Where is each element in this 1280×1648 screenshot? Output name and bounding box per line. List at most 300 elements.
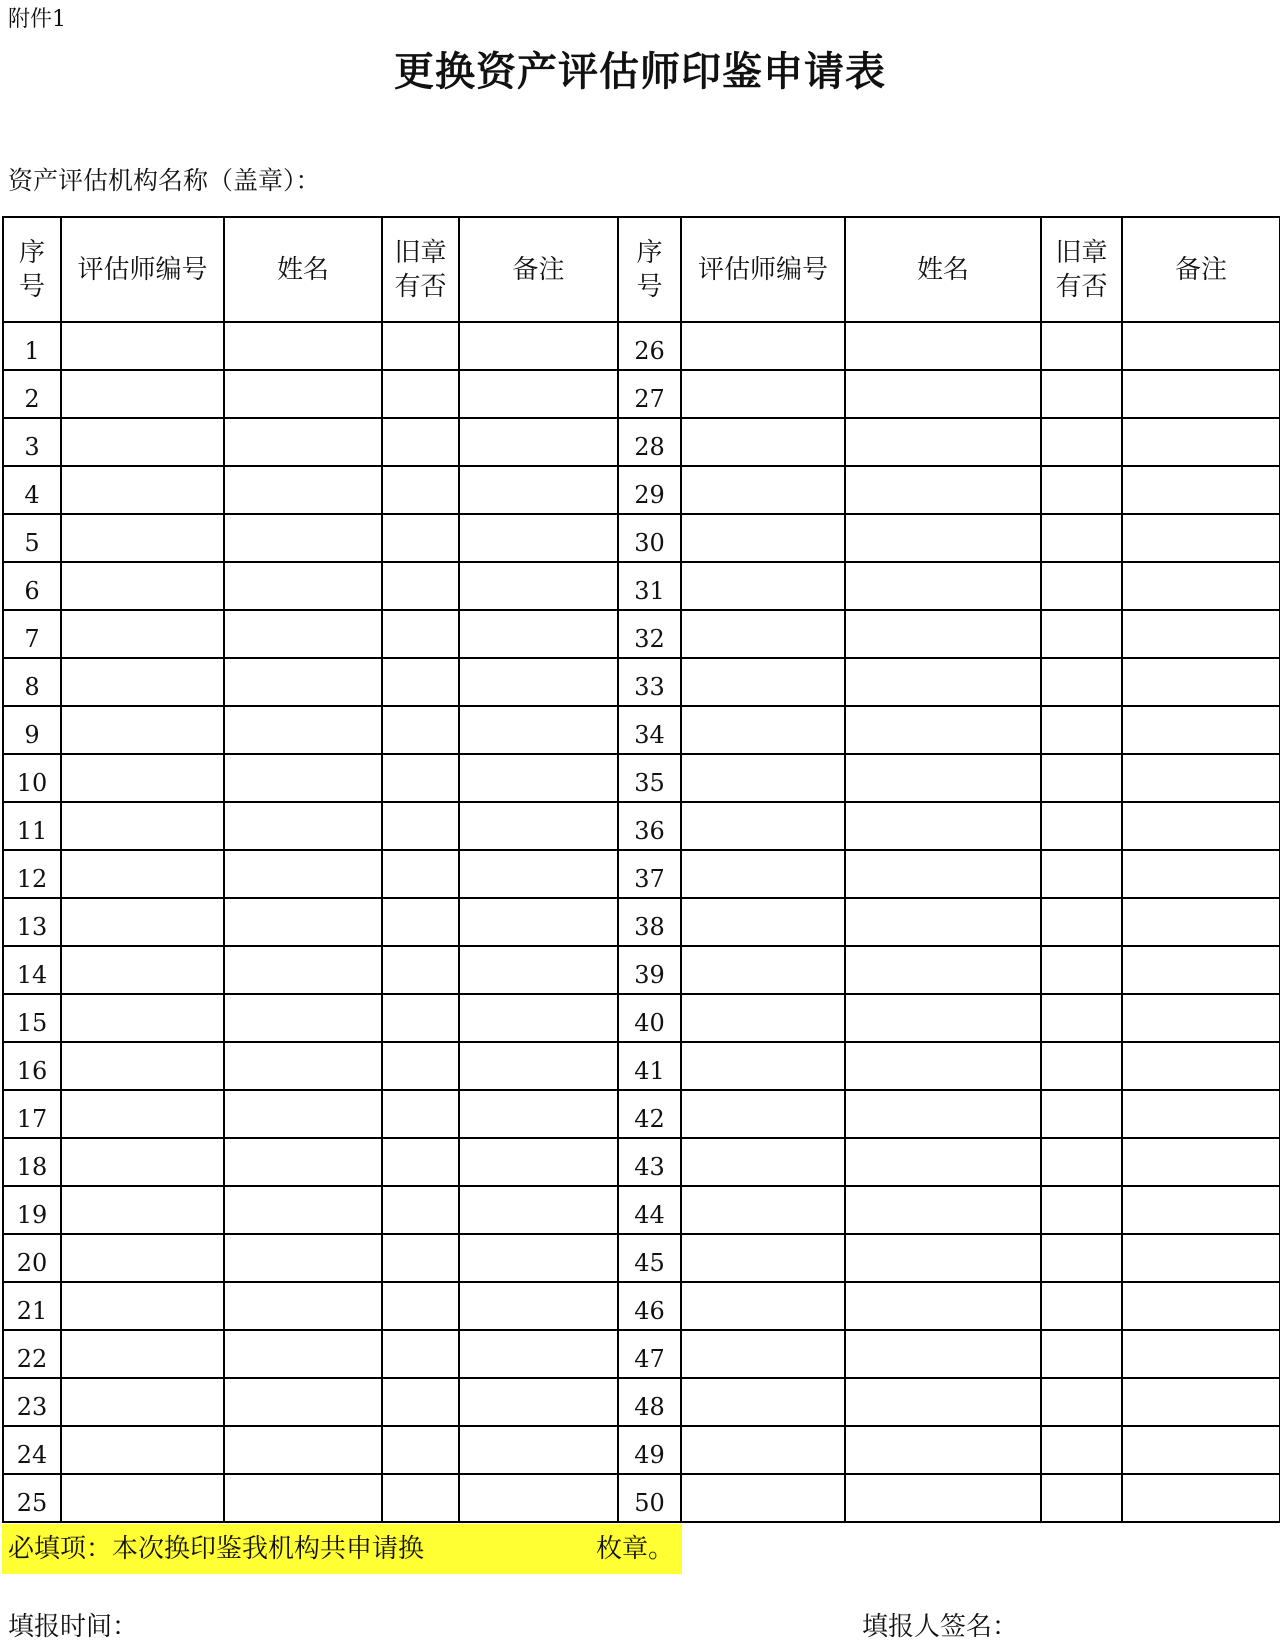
fill-signature-label: 填报人签名： <box>862 1612 1019 1642</box>
blank-entry-cell[interactable] <box>681 994 845 1042</box>
header-line: 旧章 <box>394 237 447 268</box>
table-row <box>3 1042 1280 1090</box>
blank-entry-cell[interactable] <box>61 370 224 418</box>
header-name-left <box>224 217 382 322</box>
blank-entry-cell[interactable] <box>845 1090 1041 1138</box>
row-number-cell: 12 <box>3 850 61 898</box>
blank-entry-cell[interactable] <box>224 370 382 418</box>
blank-entry-cell[interactable] <box>382 610 459 658</box>
header-line: 评估师编号 <box>77 254 208 285</box>
blank-entry-cell[interactable] <box>382 1234 459 1282</box>
blank-entry-cell[interactable] <box>459 418 618 466</box>
row-number-cell: 18 <box>3 1138 61 1186</box>
blank-entry-cell[interactable] <box>382 898 459 946</box>
blank-entry-cell[interactable] <box>1041 562 1122 610</box>
blank-entry-cell[interactable] <box>459 1330 618 1378</box>
blank-entry-cell[interactable] <box>681 1378 845 1426</box>
blank-entry-cell[interactable] <box>382 850 459 898</box>
blank-entry-cell[interactable] <box>1041 1090 1122 1138</box>
blank-entry-cell[interactable] <box>1041 946 1122 994</box>
blank-entry-cell[interactable] <box>382 322 459 370</box>
header-line: 有否 <box>1055 271 1108 302</box>
row-number-cell: 46 <box>618 1282 681 1330</box>
row-number-cell: 16 <box>3 1042 61 1090</box>
row-number-cell: 25 <box>3 1474 61 1522</box>
row-number-cell: 41 <box>618 1042 681 1090</box>
row-number-cell: 49 <box>618 1426 681 1474</box>
blank-entry-cell[interactable] <box>1122 1090 1280 1138</box>
blank-entry-cell[interactable] <box>459 658 618 706</box>
row-number-cell: 11 <box>3 802 61 850</box>
blank-entry-cell[interactable] <box>1041 658 1122 706</box>
blank-entry-cell[interactable] <box>1122 754 1280 802</box>
blank-entry-cell[interactable] <box>61 658 224 706</box>
blank-entry-cell[interactable] <box>224 994 382 1042</box>
blank-entry-cell[interactable] <box>224 610 382 658</box>
blank-entry-cell[interactable] <box>1041 370 1122 418</box>
row-number-cell: 15 <box>3 994 61 1042</box>
blank-entry-cell[interactable] <box>459 1234 618 1282</box>
attachment-label: 附件1 <box>8 7 66 32</box>
blank-entry-cell[interactable] <box>459 1042 618 1090</box>
blank-entry-cell[interactable] <box>61 1138 224 1186</box>
blank-entry-cell[interactable] <box>1122 658 1280 706</box>
blank-entry-cell[interactable] <box>382 802 459 850</box>
blank-entry-cell[interactable] <box>382 754 459 802</box>
blank-entry-cell[interactable] <box>61 898 224 946</box>
table-row <box>3 1234 1280 1282</box>
blank-entry-cell[interactable] <box>681 802 845 850</box>
blank-entry-cell[interactable] <box>459 1474 618 1522</box>
blank-entry-cell[interactable] <box>224 898 382 946</box>
blank-entry-cell[interactable] <box>1122 850 1280 898</box>
table-row <box>3 1426 1280 1474</box>
blank-entry-cell[interactable] <box>845 1186 1041 1234</box>
blank-entry-cell[interactable] <box>61 1042 224 1090</box>
header-line: 姓名 <box>916 254 969 285</box>
blank-entry-cell[interactable] <box>1041 514 1122 562</box>
blank-entry-cell[interactable] <box>1122 418 1280 466</box>
org-name-label: 资产评估机构名称（盖章）： <box>8 166 321 195</box>
blank-entry-cell[interactable] <box>459 1378 618 1426</box>
header-line: 姓名 <box>276 254 329 285</box>
row-number-cell: 42 <box>618 1090 681 1138</box>
blank-entry-cell[interactable] <box>459 610 618 658</box>
header-line: 旧章 <box>1055 237 1108 268</box>
blank-entry-cell[interactable] <box>61 1282 224 1330</box>
blank-entry-cell[interactable] <box>845 1234 1041 1282</box>
blank-entry-cell[interactable] <box>224 706 382 754</box>
blank-entry-cell[interactable] <box>681 946 845 994</box>
blank-entry-cell[interactable] <box>845 1282 1041 1330</box>
row-number-cell: 38 <box>618 898 681 946</box>
blank-entry-cell[interactable] <box>681 1426 845 1474</box>
blank-entry-cell[interactable] <box>224 322 382 370</box>
blank-entry-cell[interactable] <box>845 1426 1041 1474</box>
blank-entry-cell[interactable] <box>845 802 1041 850</box>
table-row <box>3 946 1280 994</box>
table-row <box>3 610 1280 658</box>
row-number-cell: 2 <box>3 370 61 418</box>
blank-entry-cell[interactable] <box>681 1474 845 1522</box>
blank-entry-cell[interactable] <box>845 898 1041 946</box>
blank-entry-cell[interactable] <box>681 898 845 946</box>
table-row <box>3 562 1280 610</box>
blank-entry-cell[interactable] <box>1122 1234 1280 1282</box>
header-old-seal-right <box>1041 217 1122 322</box>
header-assessor-id-left <box>61 217 224 322</box>
blank-entry-cell[interactable] <box>224 1138 382 1186</box>
blank-entry-cell[interactable] <box>681 850 845 898</box>
blank-entry-cell[interactable] <box>224 802 382 850</box>
blank-entry-cell[interactable] <box>224 466 382 514</box>
blank-entry-cell[interactable] <box>845 322 1041 370</box>
header-old-seal-left <box>382 217 459 322</box>
table-row <box>3 658 1280 706</box>
table-row <box>3 1282 1280 1330</box>
header-remarks-left <box>459 217 618 322</box>
blank-entry-cell[interactable] <box>1041 1474 1122 1522</box>
blank-entry-cell[interactable] <box>845 370 1041 418</box>
blank-entry-cell[interactable] <box>382 994 459 1042</box>
blank-entry-cell[interactable] <box>845 562 1041 610</box>
blank-entry-cell[interactable] <box>382 1378 459 1426</box>
blank-entry-cell[interactable] <box>61 1234 224 1282</box>
blank-entry-cell[interactable] <box>382 1090 459 1138</box>
blank-entry-cell[interactable] <box>1122 994 1280 1042</box>
row-number-cell: 44 <box>618 1186 681 1234</box>
blank-entry-cell[interactable] <box>61 514 224 562</box>
header-line: 序 <box>636 237 663 268</box>
blank-entry-cell[interactable] <box>61 1426 224 1474</box>
row-number-cell: 37 <box>618 850 681 898</box>
blank-entry-cell[interactable] <box>459 802 618 850</box>
row-number-cell: 8 <box>3 658 61 706</box>
blank-entry-cell[interactable] <box>1041 610 1122 658</box>
header-line: 有否 <box>394 271 447 302</box>
row-number-cell: 48 <box>618 1378 681 1426</box>
blank-entry-cell[interactable] <box>382 1474 459 1522</box>
blank-entry-cell[interactable] <box>845 754 1041 802</box>
blank-entry-cell[interactable] <box>1041 418 1122 466</box>
blank-entry-cell[interactable] <box>1041 850 1122 898</box>
row-number-cell: 20 <box>3 1234 61 1282</box>
blank-entry-cell[interactable] <box>845 994 1041 1042</box>
blank-entry-cell[interactable] <box>845 1138 1041 1186</box>
blank-entry-cell[interactable] <box>459 706 618 754</box>
row-number-cell: 47 <box>618 1330 681 1378</box>
blank-entry-cell[interactable] <box>61 562 224 610</box>
blank-entry-cell[interactable] <box>1041 1378 1122 1426</box>
blank-entry-cell[interactable] <box>459 1138 618 1186</box>
row-number-cell: 24 <box>3 1426 61 1474</box>
table-row <box>3 466 1280 514</box>
blank-entry-cell[interactable] <box>382 658 459 706</box>
blank-entry-cell[interactable] <box>459 1282 618 1330</box>
header-line: 备注 <box>512 254 565 285</box>
blank-entry-cell[interactable] <box>382 1138 459 1186</box>
table-row <box>3 1378 1280 1426</box>
blank-entry-cell[interactable] <box>681 322 845 370</box>
row-number-cell: 4 <box>3 466 61 514</box>
blank-entry-cell[interactable] <box>224 658 382 706</box>
blank-entry-cell[interactable] <box>845 850 1041 898</box>
row-number-cell: 21 <box>3 1282 61 1330</box>
blank-entry-cell[interactable] <box>845 1042 1041 1090</box>
blank-entry-cell[interactable] <box>459 898 618 946</box>
blank-entry-cell[interactable] <box>224 418 382 466</box>
blank-entry-cell[interactable] <box>61 322 224 370</box>
page-title: 更换资产评估师印鉴申请表 <box>394 49 886 95</box>
blank-entry-cell[interactable] <box>459 562 618 610</box>
row-number-cell: 10 <box>3 754 61 802</box>
blank-entry-cell[interactable] <box>459 514 618 562</box>
row-number-cell: 34 <box>618 706 681 754</box>
blank-entry-cell[interactable] <box>681 1090 845 1138</box>
row-number-cell: 19 <box>3 1186 61 1234</box>
blank-entry-cell[interactable] <box>459 1426 618 1474</box>
blank-entry-cell[interactable] <box>382 1426 459 1474</box>
blank-entry-cell[interactable] <box>61 946 224 994</box>
blank-entry-cell[interactable] <box>1041 802 1122 850</box>
blank-entry-cell[interactable] <box>845 1474 1041 1522</box>
blank-entry-cell[interactable] <box>382 1330 459 1378</box>
blank-entry-cell[interactable] <box>61 706 224 754</box>
blank-entry-cell[interactable] <box>1041 994 1122 1042</box>
table-row <box>3 994 1280 1042</box>
blank-entry-cell[interactable] <box>224 1234 382 1282</box>
blank-entry-cell[interactable] <box>224 754 382 802</box>
row-number-cell: 6 <box>3 562 61 610</box>
blank-entry-cell[interactable] <box>681 706 845 754</box>
table-row <box>3 1330 1280 1378</box>
blank-entry-cell[interactable] <box>681 1234 845 1282</box>
table-row <box>3 1138 1280 1186</box>
blank-entry-cell[interactable] <box>61 1186 224 1234</box>
table-row <box>3 850 1280 898</box>
blank-entry-cell[interactable] <box>61 754 224 802</box>
required-suffix: 枚章。 <box>596 1534 675 1564</box>
blank-entry-cell[interactable] <box>681 466 845 514</box>
blank-entry-cell[interactable] <box>681 418 845 466</box>
blank-entry-cell[interactable] <box>845 418 1041 466</box>
row-number-cell: 9 <box>3 706 61 754</box>
row-number-cell: 5 <box>3 514 61 562</box>
blank-entry-cell[interactable] <box>61 1474 224 1522</box>
blank-entry-cell[interactable] <box>382 1282 459 1330</box>
blank-entry-cell[interactable] <box>224 1282 382 1330</box>
blank-entry-cell[interactable] <box>61 418 224 466</box>
row-number-cell: 33 <box>618 658 681 706</box>
row-number-cell: 14 <box>3 946 61 994</box>
blank-entry-cell[interactable] <box>1122 562 1280 610</box>
blank-entry-cell[interactable] <box>1041 754 1122 802</box>
blank-entry-cell[interactable] <box>61 1330 224 1378</box>
blank-entry-cell[interactable] <box>382 562 459 610</box>
header-line: 序 <box>18 237 45 268</box>
row-number-cell: 40 <box>618 994 681 1042</box>
blank-entry-cell[interactable] <box>1122 322 1280 370</box>
blank-entry-cell[interactable] <box>845 658 1041 706</box>
blank-entry-cell[interactable] <box>224 1378 382 1426</box>
blank-entry-cell[interactable] <box>224 562 382 610</box>
row-number-cell: 23 <box>3 1378 61 1426</box>
blank-entry-cell[interactable] <box>459 1186 618 1234</box>
row-number-cell: 31 <box>618 562 681 610</box>
blank-entry-cell[interactable] <box>845 1378 1041 1426</box>
blank-entry-cell[interactable] <box>382 706 459 754</box>
row-number-cell: 27 <box>618 370 681 418</box>
blank-entry-cell[interactable] <box>1122 898 1280 946</box>
header-seq-left <box>3 217 61 322</box>
blank-entry-cell[interactable] <box>224 1042 382 1090</box>
blank-entry-cell[interactable] <box>1122 1282 1280 1330</box>
blank-entry-cell[interactable] <box>1122 1138 1280 1186</box>
blank-entry-cell[interactable] <box>61 850 224 898</box>
blank-entry-cell[interactable] <box>459 850 618 898</box>
blank-entry-cell[interactable] <box>845 610 1041 658</box>
blank-entry-cell[interactable] <box>1122 802 1280 850</box>
header-line: 号 <box>18 271 45 302</box>
blank-entry-cell[interactable] <box>224 1426 382 1474</box>
blank-entry-cell[interactable] <box>459 1090 618 1138</box>
row-number-cell: 43 <box>618 1138 681 1186</box>
row-number-cell: 7 <box>3 610 61 658</box>
blank-entry-cell[interactable] <box>1122 514 1280 562</box>
blank-entry-cell[interactable] <box>681 610 845 658</box>
blank-entry-cell[interactable] <box>61 994 224 1042</box>
header-line: 评估师编号 <box>697 254 828 285</box>
blank-entry-cell[interactable] <box>1122 466 1280 514</box>
blank-entry-cell[interactable] <box>1122 610 1280 658</box>
blank-entry-cell[interactable] <box>1041 1426 1122 1474</box>
blank-entry-cell[interactable] <box>845 706 1041 754</box>
header-line: 备注 <box>1174 254 1227 285</box>
blank-entry-cell[interactable] <box>382 1042 459 1090</box>
blank-entry-cell[interactable] <box>459 466 618 514</box>
blank-entry-cell[interactable] <box>224 1090 382 1138</box>
blank-entry-cell[interactable] <box>681 658 845 706</box>
row-number-cell: 17 <box>3 1090 61 1138</box>
blank-entry-cell[interactable] <box>681 1282 845 1330</box>
blank-entry-cell[interactable] <box>1122 706 1280 754</box>
blank-entry-cell[interactable] <box>1122 1042 1280 1090</box>
table-row <box>3 898 1280 946</box>
blank-entry-cell[interactable] <box>61 610 224 658</box>
blank-entry-cell[interactable] <box>1041 1234 1122 1282</box>
blank-entry-cell[interactable] <box>1041 1138 1122 1186</box>
table-row <box>3 322 1280 370</box>
blank-entry-cell[interactable] <box>382 1186 459 1234</box>
blank-entry-cell[interactable] <box>224 514 382 562</box>
blank-entry-cell[interactable] <box>1041 1042 1122 1090</box>
row-number-cell: 22 <box>3 1330 61 1378</box>
header-assessor-id-right <box>681 217 845 322</box>
blank-entry-cell[interactable] <box>224 1474 382 1522</box>
blank-entry-cell[interactable] <box>459 994 618 1042</box>
blank-entry-cell[interactable] <box>681 562 845 610</box>
blank-entry-cell[interactable] <box>1041 466 1122 514</box>
row-number-cell: 26 <box>618 322 681 370</box>
table-row <box>3 1474 1280 1522</box>
blank-entry-cell[interactable] <box>61 1378 224 1426</box>
row-number-cell: 1 <box>3 322 61 370</box>
blank-entry-cell[interactable] <box>382 466 459 514</box>
header-name-right <box>845 217 1041 322</box>
blank-entry-cell[interactable] <box>382 370 459 418</box>
blank-entry-cell[interactable] <box>845 466 1041 514</box>
blank-entry-cell[interactable] <box>845 514 1041 562</box>
blank-entry-cell[interactable] <box>1122 1474 1280 1522</box>
blank-entry-cell[interactable] <box>1041 706 1122 754</box>
blank-entry-cell[interactable] <box>681 370 845 418</box>
blank-entry-cell[interactable] <box>382 514 459 562</box>
blank-entry-cell[interactable] <box>1122 946 1280 994</box>
blank-entry-cell[interactable] <box>382 418 459 466</box>
blank-entry-cell[interactable] <box>459 946 618 994</box>
blank-entry-cell[interactable] <box>1041 1186 1122 1234</box>
blank-entry-cell[interactable] <box>1041 898 1122 946</box>
header-remarks-right <box>1122 217 1280 322</box>
required-prefix: 必填项：本次换印鉴我机构共申请换 <box>8 1534 425 1564</box>
blank-entry-cell[interactable] <box>459 370 618 418</box>
row-number-cell: 39 <box>618 946 681 994</box>
blank-entry-cell[interactable] <box>224 1330 382 1378</box>
blank-entry-cell[interactable] <box>845 946 1041 994</box>
blank-entry-cell[interactable] <box>61 802 224 850</box>
row-number-cell: 13 <box>3 898 61 946</box>
blank-entry-cell[interactable] <box>459 322 618 370</box>
blank-entry-cell[interactable] <box>681 514 845 562</box>
blank-entry-cell[interactable] <box>681 1138 845 1186</box>
table-row <box>3 706 1280 754</box>
header-line: 号 <box>636 271 663 302</box>
blank-entry-cell[interactable] <box>224 946 382 994</box>
blank-entry-cell[interactable] <box>681 1186 845 1234</box>
blank-entry-cell[interactable] <box>681 1042 845 1090</box>
blank-entry-cell[interactable] <box>1122 1426 1280 1474</box>
table-row <box>3 418 1280 466</box>
blank-entry-cell[interactable] <box>1122 1186 1280 1234</box>
blank-entry-cell[interactable] <box>459 754 618 802</box>
blank-entry-cell[interactable] <box>1122 1378 1280 1426</box>
row-number-cell: 36 <box>618 802 681 850</box>
blank-entry-cell[interactable] <box>845 1330 1041 1378</box>
blank-entry-cell[interactable] <box>224 850 382 898</box>
header-seq-right <box>618 217 681 322</box>
row-number-cell: 50 <box>618 1474 681 1522</box>
row-number-cell: 28 <box>618 418 681 466</box>
blank-entry-cell[interactable] <box>61 1090 224 1138</box>
blank-entry-cell[interactable] <box>382 946 459 994</box>
blank-entry-cell[interactable] <box>681 754 845 802</box>
table-row <box>3 370 1280 418</box>
row-number-cell: 45 <box>618 1234 681 1282</box>
blank-entry-cell[interactable] <box>681 1330 845 1378</box>
table-header-row <box>3 217 1280 322</box>
blank-entry-cell[interactable] <box>1122 1330 1280 1378</box>
blank-entry-cell[interactable] <box>61 466 224 514</box>
table-row <box>3 514 1280 562</box>
application-table <box>2 216 1280 1523</box>
blank-entry-cell[interactable] <box>224 1186 382 1234</box>
blank-entry-cell[interactable] <box>1122 370 1280 418</box>
table-row <box>3 1186 1280 1234</box>
blank-entry-cell[interactable] <box>1041 1282 1122 1330</box>
blank-entry-cell[interactable] <box>1041 1330 1122 1378</box>
blank-entry-cell[interactable] <box>1041 322 1122 370</box>
row-number-cell: 29 <box>618 466 681 514</box>
